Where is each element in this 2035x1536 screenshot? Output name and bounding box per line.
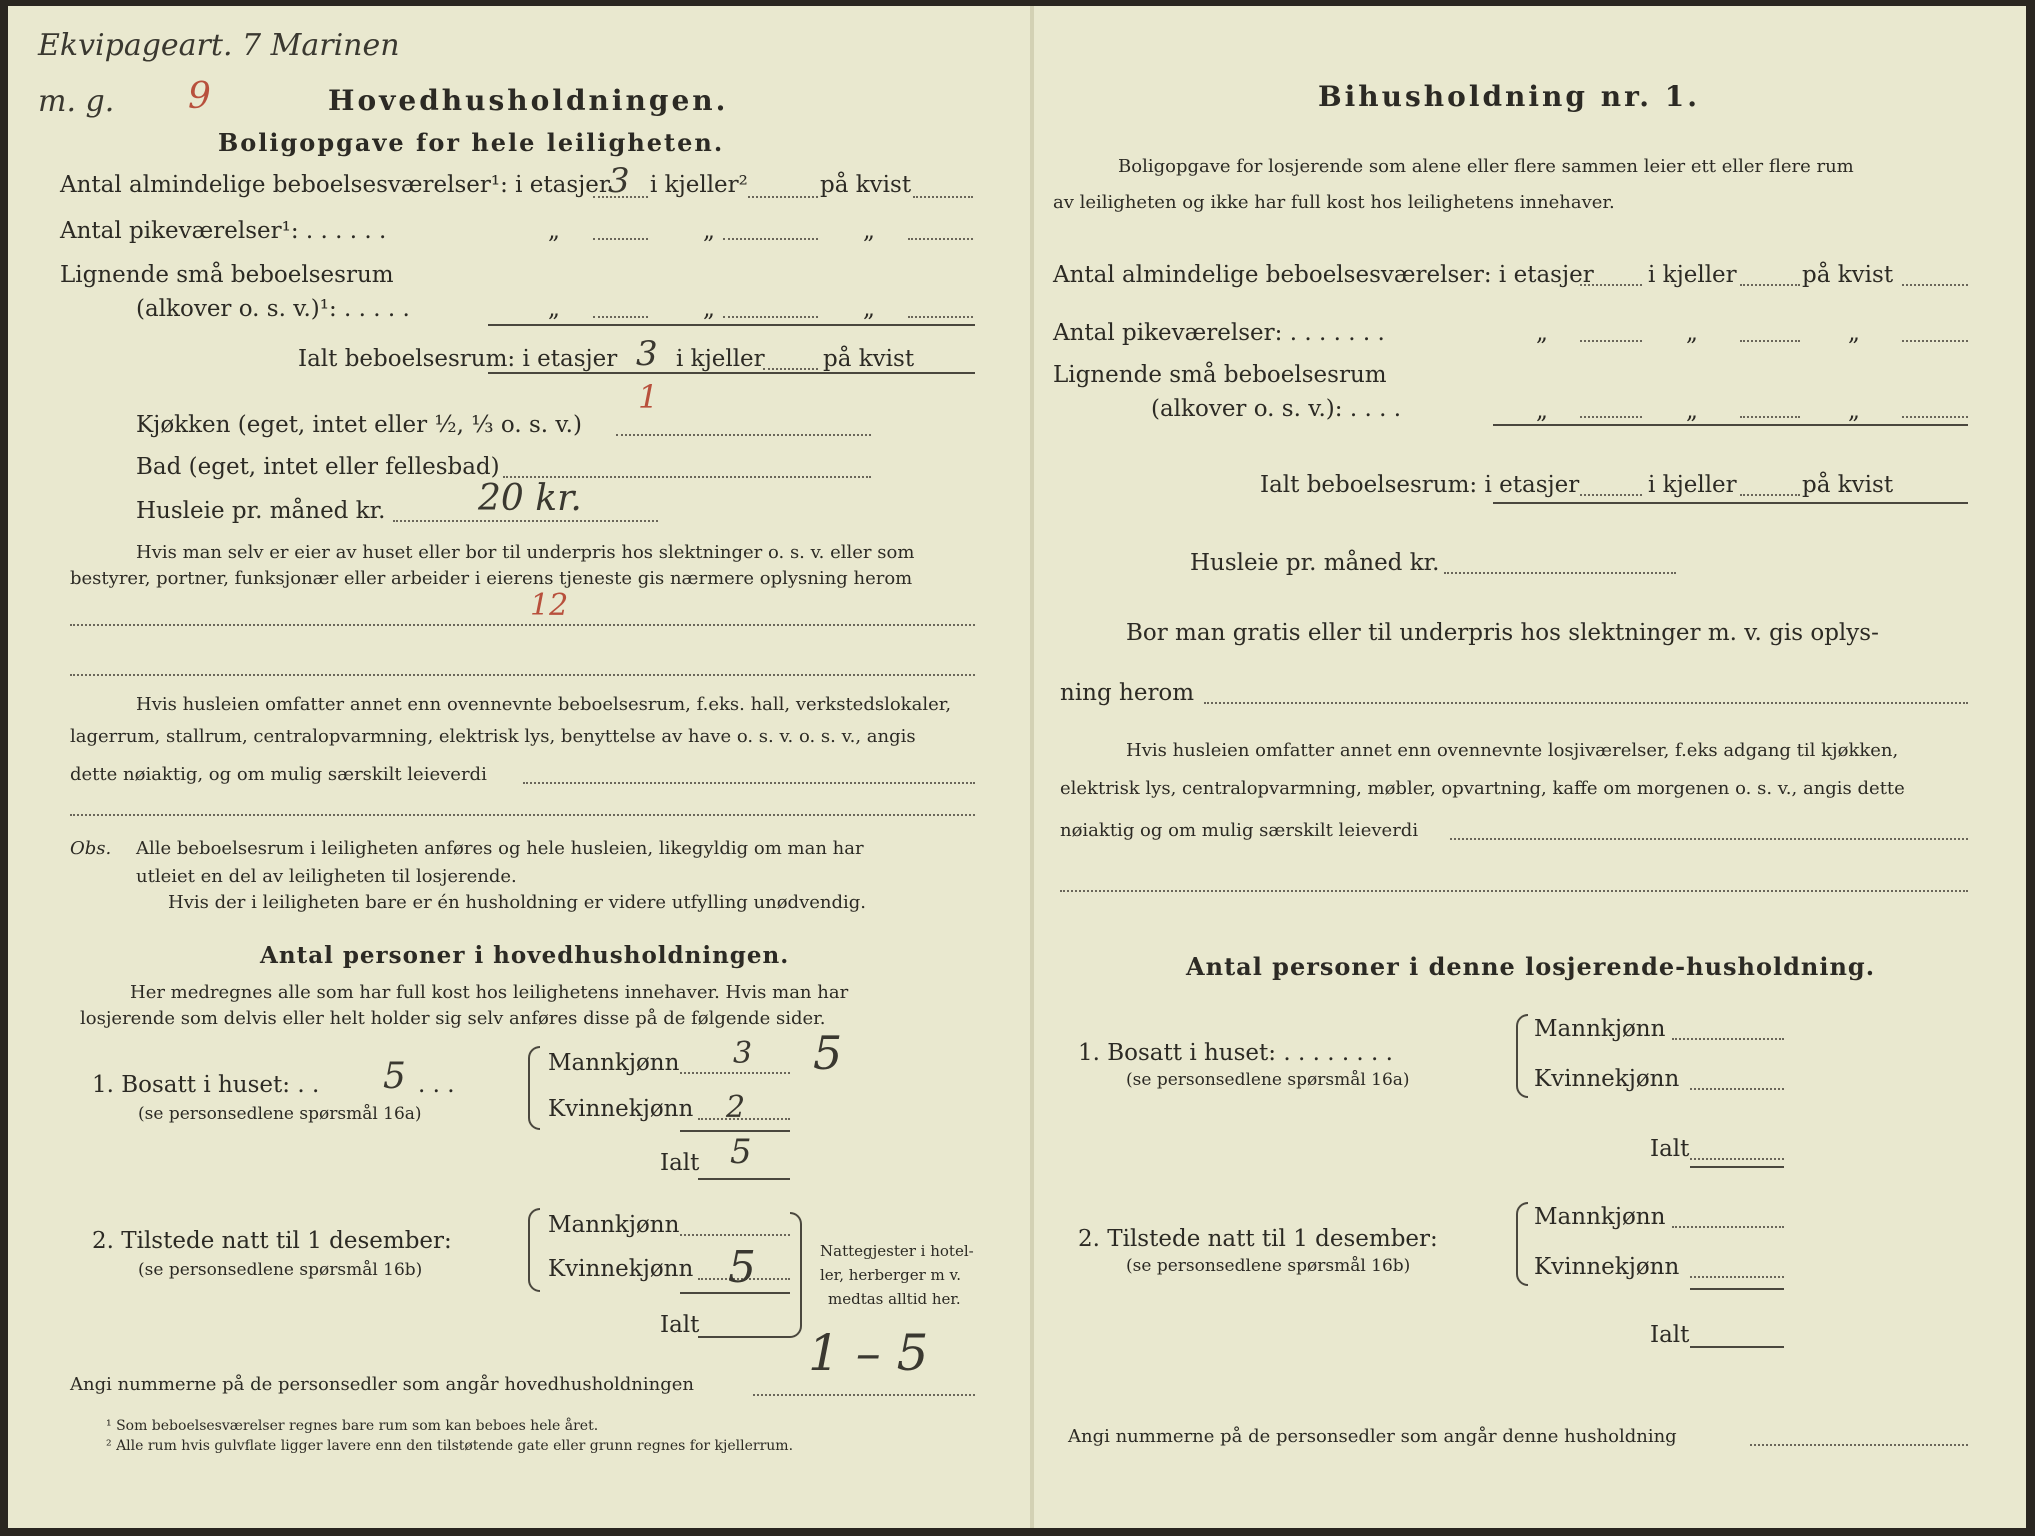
label-kjeller: i kjeller <box>676 346 765 372</box>
label-kvinnekjonn: Kvinnekjønn <box>548 1256 694 1282</box>
r-label-mannkjonn: Mannkjønn <box>1534 1016 1666 1042</box>
footnote-2: ² Alle rum hvis gulvflate ligger lavere enn den tilstøtende gate eller grunn regnes for kjellerrum. <box>106 1438 794 1454</box>
r-label-kvist: på kvist <box>1802 262 1894 288</box>
label-kjokken: Kjøkken (eget, intet eller ½, ⅓ o. s. v.) <box>136 412 582 438</box>
r-label-lignende: Lignende små beboelsesrum <box>1053 362 1387 388</box>
r-gratis-1: Bor man gratis eller til underpris hos slektninger m. v. gis oplys- <box>1126 620 1879 646</box>
field-ialt-kjeller[interactable] <box>763 368 818 370</box>
label-lignende: Lignende små beboelsesrum <box>60 262 394 288</box>
field-pike-kjeller[interactable] <box>723 238 818 240</box>
quote-mark: „ <box>703 296 715 322</box>
r-label-ialt: Ialt <box>1650 1136 1690 1162</box>
persons-text-2: losjerende som delvis eller helt holder sig selv anføres disse på de følgende sider. <box>80 1008 826 1029</box>
quote-mark: „ <box>548 296 560 322</box>
r-field-ialt-kjeller[interactable] <box>1740 494 1800 496</box>
brace-q2 <box>528 1208 540 1292</box>
field-kjokken[interactable] <box>616 434 871 436</box>
ialt-rule-q2 <box>698 1336 790 1338</box>
r-omfatter-1: Hvis husleien omfatter annet enn ovennevnte losjiværelser, f.eks adgang til kjøkken, <box>1126 740 1899 761</box>
r-q2-label: 2. Tilstede natt til 1 desember: <box>1078 1226 1438 1252</box>
red-annotation: 12 <box>530 588 569 623</box>
omfatter-2: lagerrum, stallrum, centralopvarmning, elektrisk lys, benyttelse av have o. s. v. o. s. v., angis <box>70 726 916 747</box>
r-q2-sublabel: (se personsedlene spørsmål 16b) <box>1126 1256 1411 1276</box>
value-mann: 3 <box>733 1036 753 1071</box>
label-kvist: på kvist <box>823 346 915 372</box>
r-label-antal: Antal almindelige beboelsesværelser: i etasjer <box>1053 262 1594 288</box>
r-persons-title: Antal personer i denne losjerende-husholdning. <box>1186 952 1876 981</box>
handwritten-header: Ekvipageart. 7 Marinen <box>38 28 400 63</box>
value-husleie: 20 kr. <box>478 478 582 519</box>
r-field-pike-1[interactable] <box>1580 340 1642 342</box>
obs-label: Obs. <box>70 838 112 859</box>
r-label-kvist: på kvist <box>1802 472 1894 498</box>
label-husleie: Husleie pr. måned kr. <box>136 498 386 524</box>
sum-rule-q2 <box>680 1292 790 1294</box>
field-kvist[interactable] <box>913 196 973 198</box>
r-sum-rule <box>1493 424 1968 426</box>
field-mann[interactable] <box>680 1072 790 1074</box>
r-label-alkover: (alkover o. s. v.): . . . . <box>1151 396 1402 422</box>
r-q1-label: 1. Bosatt i huset: . . . . . . . . <box>1078 1040 1393 1066</box>
field-lign-kjeller[interactable] <box>723 316 818 318</box>
r-brace-q2 <box>1516 1202 1528 1286</box>
quote-mark: „ <box>1686 320 1698 346</box>
eier-instructions-2: bestyrer, portner, funksjonær eller arbeider i eierens tjeneste gis nærmere oplysning herom <box>70 568 913 589</box>
r-field-ialt[interactable] <box>1690 1158 1784 1160</box>
label-alkover: (alkover o. s. v.)¹: . . . . . <box>136 296 410 322</box>
census-form-sheet <box>8 6 2026 1528</box>
quote-mark: „ <box>1536 320 1548 346</box>
persons-title: Antal personer i hovedhusholdningen. <box>260 942 790 969</box>
r-label-kvinnekjonn: Kvinnekjønn <box>1534 1066 1680 1092</box>
q2-sublabel: (se personsedlene spørsmål 16b) <box>138 1260 423 1280</box>
r-angi-label: Angi nummerne på de personsedler som angår denne husholdning <box>1068 1426 1677 1447</box>
label-bad: Bad (eget, intet eller fellesbad) <box>136 454 500 480</box>
field-angi[interactable] <box>753 1394 975 1396</box>
brace-nattegjester <box>790 1212 802 1338</box>
value-tilstede: 5 <box>728 1242 756 1293</box>
q1-dots: . . . <box>418 1072 455 1098</box>
field-mann-q2[interactable] <box>680 1234 790 1236</box>
page-subtitle: Boligopgave for hele leiligheten. <box>218 128 725 157</box>
label-pikevaerelser: Antal pikeværelser¹: . . . . . . <box>60 218 387 244</box>
r-label-kvinnekjonn: Kvinnekjønn <box>1534 1254 1680 1280</box>
label-ialt: Ialt <box>660 1312 700 1338</box>
r-label-ialt: Ialt beboelsesrum: i etasjer <box>1260 472 1580 498</box>
r-label-kjeller: i kjeller <box>1648 472 1737 498</box>
label-mannkjonn: Mannkjønn <box>548 1050 680 1076</box>
field-lign-kvist[interactable] <box>908 316 973 318</box>
r-field-leieverdi[interactable] <box>1450 838 1968 840</box>
handwritten-number: 9 <box>188 76 211 117</box>
brace-q1 <box>528 1046 540 1130</box>
footnote-1: ¹ Som beboelsesværelser regnes bare rum som kan beboes hele året. <box>106 1418 599 1434</box>
field-leieverdi[interactable] <box>523 782 975 784</box>
obs-text-2: utleiet en del av leiligheten til losjerende. <box>136 866 517 887</box>
label-mannkjonn: Mannkjønn <box>548 1212 680 1238</box>
r-field-etasjer[interactable] <box>1580 284 1642 286</box>
obs-text-1: Alle beboelsesrum i leiligheten anføres og hele husleien, likegyldig om man har <box>136 838 864 859</box>
red-mark: 1 <box>638 378 659 416</box>
value-ialt-etasjer: 3 <box>636 334 658 374</box>
field-eier-2[interactable] <box>70 674 975 676</box>
field-kjeller[interactable] <box>748 196 818 198</box>
field-lign-etasjer[interactable] <box>593 316 648 318</box>
quote-mark: „ <box>1848 320 1860 346</box>
omfatter-1: Hvis husleien omfatter annet enn ovennevnte beboelsesrum, f.eks. hall, verkstedslokaler, <box>136 694 952 715</box>
label-ialt: Ialt <box>660 1150 700 1176</box>
quote-mark: „ <box>863 218 875 244</box>
page-title: Hovedhusholdningen. <box>328 84 729 117</box>
label-ialt-beboelsesrum: Ialt beboelsesrum: i etasjer <box>298 346 618 372</box>
r-field-gratis[interactable] <box>1204 702 1968 704</box>
eier-instructions-1: Hvis man selv er eier av huset eller bor til underpris hos slektninger o. s. v. eller som <box>136 542 915 563</box>
r-ialt-rule-q2 <box>1690 1346 1784 1348</box>
q1-value: 5 <box>383 1056 406 1097</box>
field-pike-kvist[interactable] <box>908 238 973 240</box>
r-field-angi[interactable] <box>1750 1444 1968 1446</box>
r-field-mann[interactable] <box>1672 1038 1784 1040</box>
r-field-lign-2[interactable] <box>1740 416 1800 418</box>
r-label-pike: Antal pikeværelser: . . . . . . . <box>1053 320 1385 346</box>
ialt-rule <box>488 372 975 374</box>
bihusholdning-title: Bihusholdning nr. 1. <box>1318 80 1700 113</box>
value-ialt-q1: 5 <box>730 1132 752 1172</box>
page-fold <box>1030 6 1034 1528</box>
r-field-lign-3[interactable] <box>1902 416 1968 418</box>
r-ialt-rule <box>1493 502 1968 504</box>
r-brace-q1 <box>1516 1014 1528 1098</box>
r-label-ialt: Ialt <box>1650 1322 1690 1348</box>
r-field-husleie[interactable] <box>1444 572 1676 574</box>
r-omfatter-2: elektrisk lys, centralopvarmning, møbler, opvartning, kaffe om morgenen o. s. v., angis dette <box>1060 778 1905 799</box>
quote-mark: „ <box>1686 398 1698 424</box>
r-field-kvist[interactable] <box>1902 284 1968 286</box>
label-antal-vaerelser: Antal almindelige beboelsesværelser¹: i etasjer <box>60 172 610 198</box>
handwritten-mg: m. g. <box>38 84 115 119</box>
nattegjester-3: medtas alltid her. <box>828 1290 961 1308</box>
r-field-leieverdi-2[interactable] <box>1060 890 1968 892</box>
label-kjeller: i kjeller² <box>650 172 748 198</box>
r-field-kjeller[interactable] <box>1740 284 1800 286</box>
r-omfatter-3: nøiaktig og om mulig særskilt leieverdi <box>1060 820 1419 841</box>
quote-mark: „ <box>548 218 560 244</box>
quote-mark: „ <box>1536 398 1548 424</box>
q2-label: 2. Tilstede natt til 1 desember: <box>92 1228 452 1254</box>
intro-1: Boligopgave for losjerende som alene eller flere sammen leier ett eller flere rum <box>1118 156 1854 177</box>
q1-sublabel: (se personsedlene spørsmål 16a) <box>138 1104 422 1124</box>
r-field-kvinne-q2[interactable] <box>1690 1276 1784 1278</box>
quote-mark: „ <box>703 218 715 244</box>
nattegjester-2: ler, herberger m v. <box>820 1266 961 1284</box>
r-gratis-2: ning herom <box>1060 680 1195 706</box>
r-field-pike-3[interactable] <box>1902 340 1968 342</box>
r-field-kvinne[interactable] <box>1690 1088 1784 1090</box>
angi-label: Angi nummerne på de personsedler som angår hovedhusholdningen <box>70 1374 694 1395</box>
sum-rule <box>488 324 975 326</box>
field-eier-1[interactable] <box>70 624 975 626</box>
quote-mark: „ <box>1848 398 1860 424</box>
intro-2: av leiligheten og ikke har full kost hos leilighetens innehaver. <box>1053 192 1615 213</box>
r-label-kjeller: i kjeller <box>1648 262 1737 288</box>
value-hand-5: 5 <box>813 1026 843 1080</box>
ialt-rule-q1 <box>698 1178 790 1180</box>
r-field-pike-2[interactable] <box>1740 340 1800 342</box>
nattegjester-1: Nattegjester i hotel- <box>820 1242 974 1260</box>
omfatter-3: dette nøiaktig, og om mulig særskilt leieverdi <box>70 764 487 785</box>
r-field-lign-1[interactable] <box>1580 416 1642 418</box>
value-etasjer: 3 <box>608 161 630 201</box>
label-kvist: på kvist <box>820 172 912 198</box>
r-field-mann-q2[interactable] <box>1672 1226 1784 1228</box>
q1-label: 1. Bosatt i huset: . . <box>92 1072 320 1098</box>
r-label-husleie: Husleie pr. måned kr. <box>1190 550 1440 576</box>
quote-mark: „ <box>863 296 875 322</box>
value-numbers: 1 – 5 <box>808 1324 929 1382</box>
r-label-mannkjonn: Mannkjønn <box>1534 1204 1666 1230</box>
label-kvinnekjonn: Kvinnekjønn <box>548 1096 694 1122</box>
persons-text-1: Her medregnes alle som har full kost hos leilighetens innehaver. Hvis man har <box>130 982 849 1003</box>
r-ialt-rule-q1 <box>1690 1166 1784 1168</box>
field-husleie[interactable] <box>393 520 658 522</box>
r-field-ialt-etasjer[interactable] <box>1580 494 1642 496</box>
value-kvinne: 2 <box>726 1090 746 1125</box>
field-pike-etasjer[interactable] <box>593 238 648 240</box>
field-leieverdi-2[interactable] <box>70 814 975 816</box>
obs-text-3: Hvis der i leiligheten bare er én husholdning er videre utfylling unødvendig. <box>168 892 867 913</box>
r-sum-rule-q2 <box>1690 1288 1784 1290</box>
r-q1-sublabel: (se personsedlene spørsmål 16a) <box>1126 1070 1410 1090</box>
